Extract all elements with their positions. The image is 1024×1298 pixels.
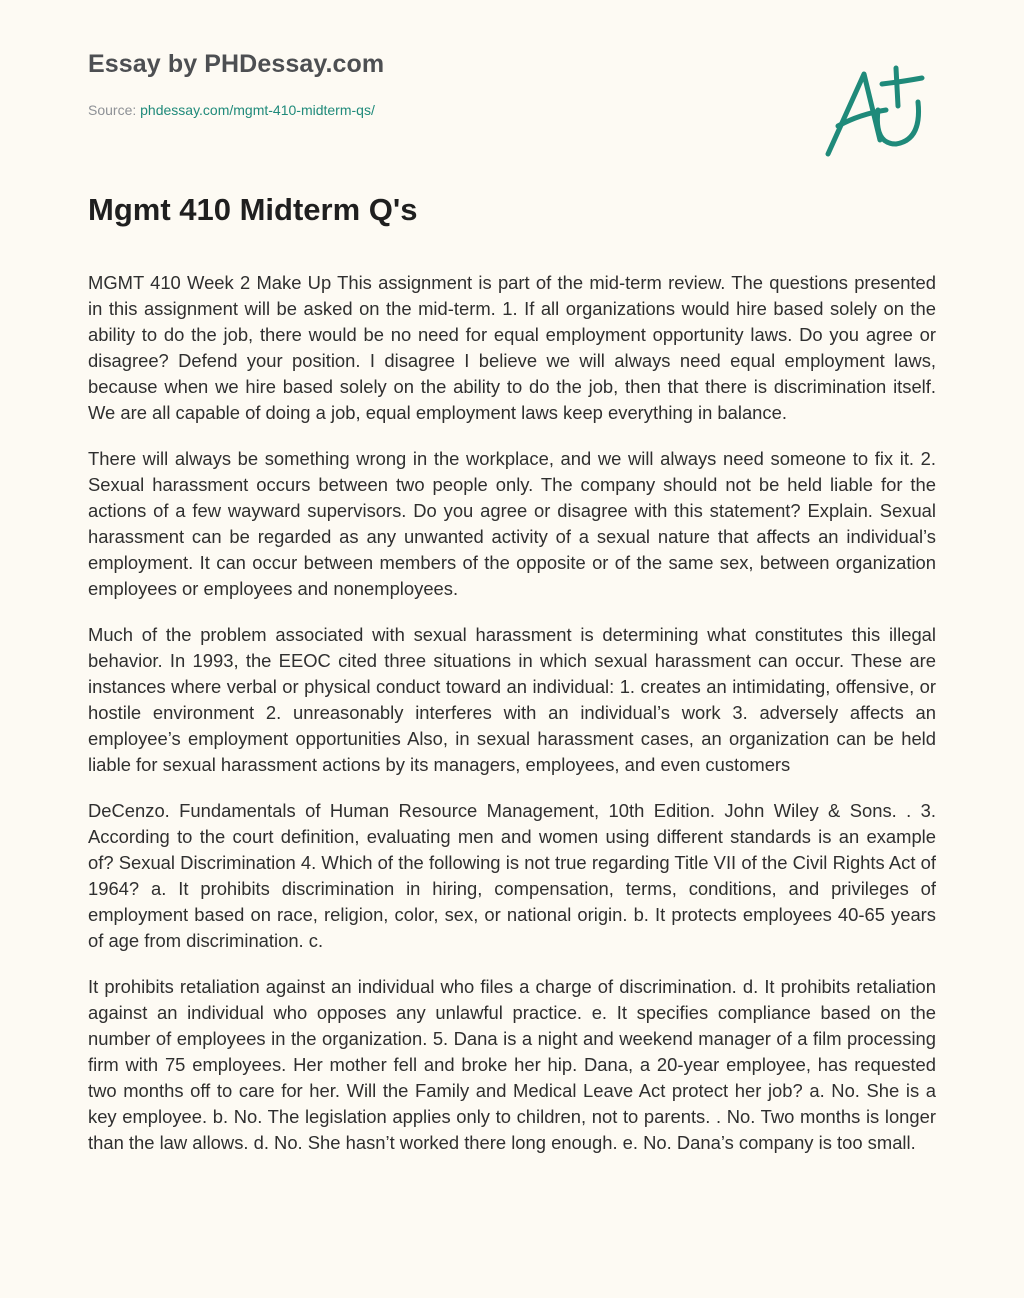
a-plus-logo-icon [820,62,930,162]
essay-paragraph: It prohibits retaliation against an individual who files a charge of discrimination. d. It prohibits retaliation against an individual who opposes any unlawful practice. e. It specifies compliance based on the number of employees in the organization. 5. Dana is a night and weekend manager of a film processing firm with 75 employees. Her mother fell and broke her hip. Dana, a 20-year employee, has requested two months off to care for her. Will the Family and Medical Leave Act protect her job? a. No. She is a key employee. b. No. The legislation applies only to children, not to parents. . No. Two months is longer than the law allows. d. No. She hasn’t worked there long enough. e. No. Dana’s company is too small. [88,976,936,1153]
document-title: Mgmt 410 Midterm Q's [88,192,418,227]
essay-paragraph: Much of the problem associated with sexual harassment is determining what constitutes this illegal behavior. In 1993, the EEOC cited three situations in which sexual harassment can occur. These are instances where verbal or physical conduct toward an individual: 1. creates an intimidating, offensive, or hostile environment 2. unreasonably interferes with an individual’s work 3. adversely affects an employee’s employment opportunities Also, in sexual harassment cases, an organization can be held liable for sexual harassment actions by its managers, employees, and even customers [88,624,936,775]
essay-body [88,270,936,1250]
essay-paragraph: There will always be something wrong in the workplace, and we will always need someone to fix it. 2. Sexual harassment occurs between two people only. The company should not be held liable for the actions of a few wayward supervisors. Do you agree or disagree with this statement? Explain. Sexual harassment can be regarded as any unwanted activity of a sexual nature that affects an individual’s employment. It can occur between members of the opposite or of the same sex, between organization employees or employees and nonemployees. [88,448,936,599]
essay-paragraph: MGMT 410 Week 2 Make Up This assignment is part of the mid-term review. The questions presented in this assignment will be asked on the mid-term. 1. If all organizations would hire based solely on the ability to do the job, there would be no need for equal employment opportunity laws. Do you agree or disagree? Defend your position. I disagree I believe we will always need equal employment laws, because when we hire based solely on the ability to do the job, then that there is discrimination itself. We are all capable of doing a job, equal employment laws keep everything in balance. [88,272,936,423]
essay-paragraph: DeCenzo. Fundamentals of Human Resource Management, 10th Edition. John Wiley & Sons. . 3. According to the court definition, evaluating men and women using different standards is an example of? Sexual Discrimination 4. Which of the following is not true regarding Title VII of the Civil Rights Act of 1964? a. It prohibits discrimination in hiring, compensation, terms, conditions, and privileges of employment based on race, religion, color, sex, or national origin. b. It protects employees 40-65 years of age from discrimination. c. [88,800,936,951]
source-label: Source: [88,102,141,118]
page-header [0,0,1024,180]
source-link[interactable]: phdessay.com/mgmt-410-midterm-qs/ [140,102,375,118]
source-line [88,102,375,118]
site-title: Essay by PHDessay.com [88,50,385,78]
